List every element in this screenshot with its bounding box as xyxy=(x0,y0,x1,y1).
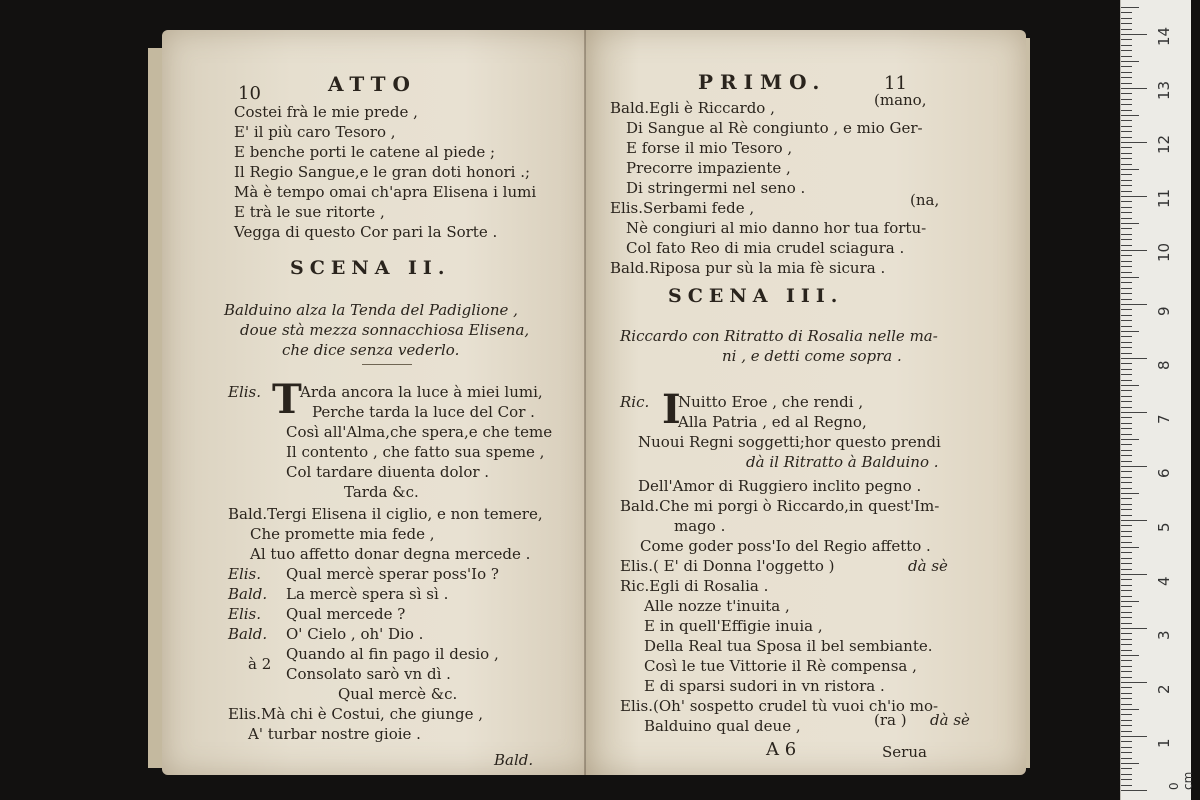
speaker-label: Elis. xyxy=(228,605,262,623)
stage-direction: doue stà mezza sonnacchiosa Elisena, xyxy=(240,321,530,339)
ruler-tick xyxy=(1121,596,1132,597)
ruler-number: 12 xyxy=(1155,134,1173,154)
signature-mark: A 6 xyxy=(766,739,797,760)
dialogue-line: mago . xyxy=(674,517,726,535)
ruler-tick xyxy=(1121,434,1132,435)
ruler-tick xyxy=(1121,212,1132,213)
ruler-tick xyxy=(1121,88,1147,89)
ruler-tick xyxy=(1121,390,1132,391)
ruler-tick xyxy=(1121,369,1132,370)
verse-line: Costei frà le mie prede , xyxy=(234,103,418,121)
ruler-tick xyxy=(1121,655,1139,656)
catchword: Serua xyxy=(882,743,927,761)
stage-direction: dà il Ritratto à Balduino . xyxy=(746,453,939,471)
ruler-tick xyxy=(1121,428,1132,429)
ruler-tick xyxy=(1121,363,1132,364)
verse-line: Che promette mia fede , xyxy=(250,525,435,543)
aside-direction: dà sè xyxy=(930,711,970,729)
dialogue-line: Come goder poss'Io del Regio affetto . xyxy=(640,537,931,555)
aria-line: Arda ancora la luce à miei lumi, xyxy=(300,383,543,401)
ruler-tick xyxy=(1121,439,1139,440)
ruler-tick xyxy=(1121,39,1132,40)
ruler-tick xyxy=(1121,709,1139,710)
ruler-tick xyxy=(1121,137,1132,138)
ruler-tick xyxy=(1121,407,1132,408)
verse-line: Al tuo affetto donar degna mercede . xyxy=(250,545,531,563)
dialogue-line: Nè congiuri al mio danno hor tua fortu- xyxy=(626,219,927,237)
ruler-tick xyxy=(1121,660,1132,661)
ruler-tick xyxy=(1121,218,1132,219)
ruler-tick xyxy=(1121,785,1132,786)
ruler-tick xyxy=(1121,282,1132,283)
dialogue-line: Bald.Che mi porgi ò Riccardo,in quest'Im- xyxy=(620,497,940,515)
verse-line: Nuitto Eroe , che rendi , xyxy=(678,393,864,411)
aria-line: Col tardare diuenta dolor . xyxy=(286,463,490,481)
ruler-tick xyxy=(1121,520,1147,521)
ruler-tick xyxy=(1121,606,1132,607)
ruler-number: 1 xyxy=(1155,738,1173,748)
dialogue-line: E forse il mio Tesoro , xyxy=(626,139,793,157)
ruler-tick xyxy=(1121,693,1132,694)
ruler-tick xyxy=(1121,131,1132,132)
duet-mark: à 2 xyxy=(248,655,272,673)
ruler-tick xyxy=(1121,488,1132,489)
ruler-tick xyxy=(1121,525,1132,526)
ruler-tick xyxy=(1121,714,1132,715)
ruler-tick xyxy=(1121,191,1132,192)
ruler-number: 6 xyxy=(1155,468,1173,478)
dialogue-line: Elis.( E' di Donna l'oggetto ) xyxy=(620,557,835,575)
dialogue-line: A' turbar nostre gioie . xyxy=(248,725,421,743)
ruler-tick xyxy=(1121,266,1132,267)
dialogue-line: Bald.Egli è Riccardo , xyxy=(610,99,775,117)
ruler-tick xyxy=(1121,309,1132,310)
ruler-tick xyxy=(1121,493,1139,494)
ruler-tick xyxy=(1121,115,1139,116)
ruler-tick xyxy=(1121,239,1132,240)
scene-heading: SCENA III. xyxy=(668,285,844,307)
dialogue-line: Elis.Serbami fede , xyxy=(610,199,755,217)
ruler-tick xyxy=(1121,261,1132,262)
speaker-label: Elis. xyxy=(228,383,262,401)
verse-line: E benche porti le catene al piede ; xyxy=(234,143,496,161)
ruler-tick xyxy=(1121,7,1139,8)
aria-line: Così all'Alma,che spera,e che teme xyxy=(286,423,553,441)
ruler-tick xyxy=(1121,498,1132,499)
page-number: 11 xyxy=(884,73,907,94)
divider xyxy=(362,364,412,365)
speaker-label: Elis. xyxy=(228,565,262,583)
ruler-tick xyxy=(1121,687,1132,688)
ruler-tick xyxy=(1121,164,1132,165)
dialogue-line: Così le tue Vittorie il Rè compensa , xyxy=(644,657,917,675)
ruler-number: 2 xyxy=(1155,684,1173,694)
ruler-tick xyxy=(1121,639,1132,640)
ruler-tick xyxy=(1121,61,1139,62)
ruler-number: 7 xyxy=(1155,414,1173,424)
dialogue-line: Della Real tua Sposa il bel sembiante. xyxy=(644,637,933,655)
page-number: 10 xyxy=(238,83,261,104)
ruler-tick xyxy=(1121,29,1132,30)
catchword: Bald. xyxy=(494,751,534,769)
drop-cap: I xyxy=(662,386,681,433)
ruler-tick xyxy=(1121,509,1132,510)
ruler-tick xyxy=(1121,628,1147,629)
ruler-tick xyxy=(1121,23,1132,24)
ruler-tick xyxy=(1121,347,1132,348)
ruler-tick xyxy=(1121,779,1132,780)
ruler-tick xyxy=(1121,304,1147,305)
ruler-tick xyxy=(1121,353,1132,354)
ruler-tick xyxy=(1121,56,1132,57)
refrain-line: Qual mercè &c. xyxy=(338,685,458,703)
ruler-tick xyxy=(1121,93,1132,94)
dialogue-text: O' Cielo , oh' Dio . xyxy=(286,625,424,643)
duet-line: Consolato sarò vn dì . xyxy=(286,665,451,683)
stage-direction: Balduino alza la Tenda del Padiglione , xyxy=(224,301,518,319)
ruler-tick xyxy=(1121,763,1139,764)
ruler-tick xyxy=(1121,228,1132,229)
ruler-tick xyxy=(1121,612,1132,613)
ruler-number: 11 xyxy=(1155,188,1173,208)
turnover: (na, xyxy=(910,191,940,209)
right-page xyxy=(586,30,1026,775)
dialogue-line: Elis.Mà chi è Costui, che giunge , xyxy=(228,705,484,723)
ruler-tick xyxy=(1121,358,1147,359)
ruler-tick xyxy=(1121,196,1147,197)
ruler-tick xyxy=(1121,666,1132,667)
ruler-tick xyxy=(1121,110,1132,111)
ruler-tick xyxy=(1121,34,1147,35)
ruler-tick xyxy=(1121,255,1132,256)
ruler-tick xyxy=(1121,45,1132,46)
ruler-tick xyxy=(1121,142,1147,143)
ruler-tick xyxy=(1121,104,1132,105)
aria-line: Il contento , che fatto sua speme , xyxy=(286,443,545,461)
ruler-number: 3 xyxy=(1155,630,1173,640)
speaker-label: Ric. xyxy=(620,393,650,411)
ruler-tick xyxy=(1121,461,1132,462)
turnover: (ra ) xyxy=(874,711,907,729)
ruler-tick xyxy=(1121,277,1139,278)
ruler-tick xyxy=(1121,250,1147,251)
ruler-tick xyxy=(1121,585,1132,586)
ruler-tick xyxy=(1121,401,1132,402)
ruler-tick xyxy=(1121,174,1132,175)
ruler-tick xyxy=(1121,18,1132,19)
dialogue-line: Dell'Amor di Ruggiero inclito pegno . xyxy=(638,477,922,495)
ruler-number: 4 xyxy=(1155,576,1173,586)
ruler-tick xyxy=(1121,531,1132,532)
ruler-tick xyxy=(1121,644,1132,645)
ruler-tick xyxy=(1121,623,1132,624)
ruler-tick xyxy=(1121,380,1132,381)
ruler-tick xyxy=(1121,731,1132,732)
ruler-tick xyxy=(1121,299,1132,300)
ruler-tick xyxy=(1121,83,1132,84)
verse-line: Nuoui Regni soggetti;hor questo prendi xyxy=(638,433,941,451)
ruler-tick xyxy=(1121,374,1132,375)
ruler-tick xyxy=(1121,223,1139,224)
ruler-tick xyxy=(1121,698,1132,699)
ruler-tick xyxy=(1121,417,1132,418)
ruler-tick xyxy=(1121,423,1132,424)
dialogue-line: Di Sangue al Rè congiunto , e mio Ger- xyxy=(626,119,923,137)
ruler-tick xyxy=(1121,320,1132,321)
dialogue-line: Di stringermi nel seno . xyxy=(626,179,806,197)
ruler-tick xyxy=(1121,515,1132,516)
aside-direction: dà sè xyxy=(908,557,948,575)
verse-line: Vegga di questo Cor pari la Sorte . xyxy=(234,223,498,241)
ruler-tick xyxy=(1121,741,1132,742)
ruler-tick xyxy=(1121,552,1132,553)
running-head: PRIMO. xyxy=(698,70,827,94)
ruler-tick xyxy=(1121,272,1132,273)
ruler-tick xyxy=(1121,617,1132,618)
dialogue-line: Elis.(Oh' sospetto crudel tù vuoi ch'io mo- xyxy=(620,697,939,715)
ruler-number: 9 xyxy=(1155,306,1173,316)
verse-line: Mà è tempo omai ch'apra Elisena i lumi xyxy=(234,183,537,201)
dialogue-line: Ric.Egli di Rosalia . xyxy=(620,577,769,595)
ruler-tick xyxy=(1121,336,1132,337)
ruler-tick xyxy=(1121,99,1132,100)
turnover: (mano, xyxy=(874,91,927,109)
ruler-number: 14 xyxy=(1155,26,1173,46)
verse-line: E trà le sue ritorte , xyxy=(234,203,385,221)
stage-direction: che dice senza vederlo. xyxy=(282,341,460,359)
ruler-tick xyxy=(1121,671,1132,672)
ruler-tick xyxy=(1121,758,1132,759)
ruler-tick xyxy=(1121,547,1139,548)
ruler-number: 5 xyxy=(1155,522,1173,532)
ruler-tick xyxy=(1121,650,1132,651)
ruler-tick xyxy=(1121,185,1132,186)
ruler-tick xyxy=(1121,542,1132,543)
dialogue-line: Balduino qual deue , xyxy=(644,717,801,735)
ruler-tick xyxy=(1121,72,1132,73)
ruler-tick xyxy=(1121,120,1132,121)
dialogue-line: Precorre impaziente , xyxy=(626,159,791,177)
dialogue-line: Alle nozze t'inuita , xyxy=(644,597,790,615)
ruler-tick xyxy=(1121,50,1132,51)
ruler-tick xyxy=(1121,153,1132,154)
ruler-tick xyxy=(1121,736,1147,737)
ruler-tick xyxy=(1121,563,1132,564)
verse-line: Il Regio Sangue,e le gran doti honori .; xyxy=(234,163,531,181)
ruler-tick xyxy=(1121,504,1132,505)
ruler-tick xyxy=(1121,725,1132,726)
ruler-tick xyxy=(1121,677,1132,678)
ruler-tick xyxy=(1121,455,1132,456)
ruler-tick xyxy=(1121,288,1132,289)
ruler-tick xyxy=(1121,412,1147,413)
ruler-tick xyxy=(1121,126,1132,127)
dialogue-text: Qual mercè sperar poss'Io ? xyxy=(286,565,499,583)
ruler-tick xyxy=(1121,342,1132,343)
ruler-tick xyxy=(1121,536,1132,537)
ruler-tick xyxy=(1121,601,1139,602)
ruler-tick xyxy=(1121,450,1132,451)
ruler-tick xyxy=(1121,158,1132,159)
verse-line: E' il più caro Tesoro , xyxy=(234,123,396,141)
dialogue-line: Col fato Reo di mia crudel sciagura . xyxy=(626,239,905,257)
ruler-tick xyxy=(1121,590,1132,591)
speaker-label: Bald. xyxy=(228,625,268,643)
scene-heading: SCENA II. xyxy=(290,257,451,279)
ruler-number: 10 xyxy=(1155,242,1173,262)
ruler-tick xyxy=(1121,234,1132,235)
ruler-tick xyxy=(1121,77,1132,78)
ruler-number: 8 xyxy=(1155,360,1173,370)
dialogue-line: Bald.Tergi Elisena il ciglio, e non temere, xyxy=(228,505,543,523)
ruler-tick xyxy=(1121,482,1132,483)
ruler-tick xyxy=(1121,477,1132,478)
ruler-unit: 0 cm xyxy=(1167,771,1195,790)
ruler-tick xyxy=(1121,444,1132,445)
ruler-tick xyxy=(1121,293,1132,294)
ruler-tick xyxy=(1121,747,1132,748)
ruler-tick xyxy=(1121,633,1132,634)
ruler-tick xyxy=(1121,768,1132,769)
drop-cap: T xyxy=(272,376,302,423)
left-page xyxy=(162,30,594,775)
ruler-tick xyxy=(1121,245,1132,246)
dialogue-line: E di sparsi sudori in vn ristora . xyxy=(644,677,885,695)
ruler-tick xyxy=(1121,574,1147,575)
ruler-tick xyxy=(1121,326,1132,327)
running-head: ATTO xyxy=(328,72,417,96)
ruler-tick xyxy=(1121,201,1132,202)
ruler-tick xyxy=(1121,720,1132,721)
dialogue-line: E in quell'Effigie inuia , xyxy=(644,617,823,635)
aria-line: Perche tarda la luce del Cor . xyxy=(312,403,535,421)
ruler-tick xyxy=(1121,752,1132,753)
stage-direction: ni , e detti come sopra . xyxy=(722,347,902,365)
ruler-tick xyxy=(1121,774,1132,775)
ruler-number: 13 xyxy=(1155,80,1173,100)
ruler-tick xyxy=(1121,207,1132,208)
ruler-tick xyxy=(1121,704,1132,705)
ruler-tick xyxy=(1121,569,1132,570)
ruler-tick xyxy=(1121,180,1132,181)
ruler-tick xyxy=(1121,12,1132,13)
ruler-tick xyxy=(1121,169,1139,170)
ruler-tick xyxy=(1121,579,1132,580)
ruler-tick xyxy=(1121,315,1132,316)
refrain-line: Tarda &c. xyxy=(344,483,419,501)
dialogue-line: Bald.Riposa pur sù la mia fè sicura . xyxy=(610,259,886,277)
ruler-tick xyxy=(1121,331,1139,332)
open-book xyxy=(148,18,1028,788)
stage-direction: Riccardo con Ritratto di Rosalia nelle ma- xyxy=(620,327,938,345)
measuring-ruler xyxy=(1120,0,1195,800)
verse-line: Alla Patria , ed al Regno, xyxy=(678,413,867,431)
ruler-tick xyxy=(1121,66,1132,67)
ruler-tick xyxy=(1121,466,1147,467)
ruler-tick xyxy=(1121,147,1132,148)
ruler-tick xyxy=(1121,471,1132,472)
ruler-tick xyxy=(1121,682,1147,683)
ruler-tick xyxy=(1121,385,1139,386)
dialogue-text: La mercè spera sì sì . xyxy=(286,585,449,603)
ruler-tick xyxy=(1121,790,1147,791)
duet-line: Quando al fin pago il desio , xyxy=(286,645,499,663)
speaker-label: Bald. xyxy=(228,585,268,603)
ruler-tick xyxy=(1121,558,1132,559)
dialogue-text: Qual mercede ? xyxy=(286,605,406,623)
ruler-tick xyxy=(1121,396,1132,397)
